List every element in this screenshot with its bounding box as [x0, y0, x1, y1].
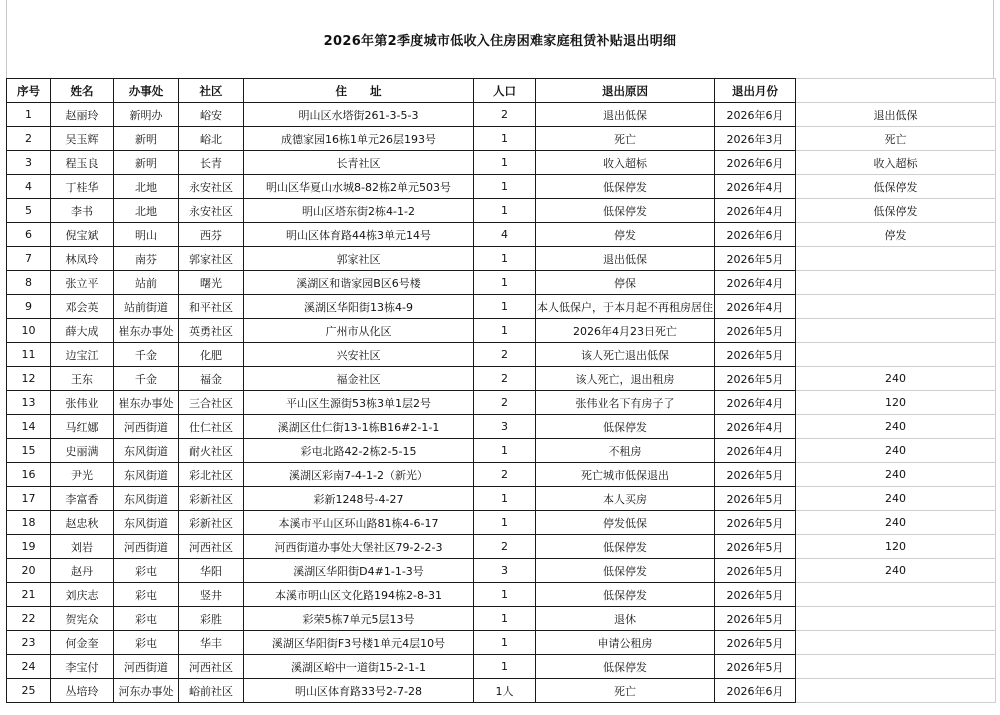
cell-reason: 不租房 — [536, 439, 715, 463]
table-row — [7, 175, 996, 199]
cell-month: 2026年4月 — [715, 415, 796, 439]
cell-address: 溪湖区和谐家园B区6号楼 — [244, 271, 474, 295]
cell-name: 薛大成 — [51, 319, 114, 343]
cell-office: 北地 — [114, 175, 179, 199]
cell-index: 8 — [7, 271, 51, 295]
table-row — [7, 151, 996, 175]
cell-name: 林凤玲 — [51, 247, 114, 271]
cell-community: 长青 — [179, 151, 244, 175]
cell-people: 1 — [474, 127, 536, 151]
col-header-index: 序号 — [7, 79, 51, 103]
table-row — [7, 607, 996, 631]
cell-people: 1 — [474, 583, 536, 607]
cell-address: 平山区生源街53栋3单1层2号 — [244, 391, 474, 415]
cell-community: 峪安 — [179, 103, 244, 127]
col-header-month: 退出月份 — [715, 79, 796, 103]
cell-people: 2 — [474, 463, 536, 487]
cell-community: 彩新社区 — [179, 487, 244, 511]
cell-office: 东风街道 — [114, 487, 179, 511]
cell-community: 河西社区 — [179, 655, 244, 679]
cell-community: 华阳 — [179, 559, 244, 583]
cell-name: 赵丽玲 — [51, 103, 114, 127]
cell-people: 1 — [474, 439, 536, 463]
cell-name: 刘庆志 — [51, 583, 114, 607]
cell-index: 25 — [7, 679, 51, 703]
cell-community: 福金 — [179, 367, 244, 391]
cell-reason: 该人死亡退出低保 — [536, 343, 715, 367]
cell-month: 2026年5月 — [715, 343, 796, 367]
cell-name: 尹光 — [51, 463, 114, 487]
table-row — [7, 439, 996, 463]
cell-community: 永安社区 — [179, 175, 244, 199]
page-title: 2026年第2季度城市低收入住房困难家庭租赁补贴退出明细 — [323, 34, 677, 49]
cell-office: 彩屯 — [114, 583, 179, 607]
cell-index: 20 — [7, 559, 51, 583]
cell-office: 彩屯 — [114, 559, 179, 583]
cell-address: 明山区体育路33号2-7-28 — [244, 679, 474, 703]
cell-index: 6 — [7, 223, 51, 247]
cell-name: 张伟业 — [51, 391, 114, 415]
cell-month: 2026年5月 — [715, 535, 796, 559]
cell-extra: 240 — [796, 487, 996, 511]
cell-office: 崔东办事处 — [114, 391, 179, 415]
table-row — [7, 127, 996, 151]
cell-office: 新明办 — [114, 103, 179, 127]
table-row — [7, 295, 996, 319]
cell-address: 溪湖区华阳街13栋4-9 — [244, 295, 474, 319]
cell-people: 1 — [474, 247, 536, 271]
cell-name: 李宝付 — [51, 655, 114, 679]
cell-index: 19 — [7, 535, 51, 559]
cell-community: 郭家社区 — [179, 247, 244, 271]
col-header-community: 社区 — [179, 79, 244, 103]
cell-extra: 停发 — [796, 223, 996, 247]
cell-reason: 死亡 — [536, 127, 715, 151]
cell-community: 竖井 — [179, 583, 244, 607]
table-row — [7, 343, 996, 367]
table-row — [7, 319, 996, 343]
cell-address: 明山区华夏山水城8-82栋2单元503号 — [244, 175, 474, 199]
cell-community: 化肥 — [179, 343, 244, 367]
cell-index: 7 — [7, 247, 51, 271]
cell-reason: 2026年4月23日死亡 — [536, 319, 715, 343]
cell-extra — [796, 319, 996, 343]
cell-month: 2026年6月 — [715, 679, 796, 703]
cell-index: 2 — [7, 127, 51, 151]
cell-extra: 低保停发 — [796, 175, 996, 199]
cell-month: 2026年4月 — [715, 439, 796, 463]
cell-reason: 死亡城市低保退出 — [536, 463, 715, 487]
cell-address: 本溪市平山区环山路81栋4-6-17 — [244, 511, 474, 535]
cell-people: 1 — [474, 199, 536, 223]
cell-office: 千金 — [114, 343, 179, 367]
cell-reason: 张伟业名下有房子了 — [536, 391, 715, 415]
cell-index: 3 — [7, 151, 51, 175]
table-row — [7, 679, 996, 703]
cell-address: 福金社区 — [244, 367, 474, 391]
cell-month: 2026年5月 — [715, 487, 796, 511]
cell-community: 仕仁社区 — [179, 415, 244, 439]
cell-address: 成德家园16栋1单元26层193号 — [244, 127, 474, 151]
cell-office: 河西街道 — [114, 655, 179, 679]
cell-community: 河西社区 — [179, 535, 244, 559]
cell-month: 2026年4月 — [715, 175, 796, 199]
cell-extra — [796, 271, 996, 295]
table-row — [7, 415, 996, 439]
cell-month: 2026年5月 — [715, 631, 796, 655]
cell-office: 新明 — [114, 127, 179, 151]
cell-extra — [796, 631, 996, 655]
cell-people: 1人 — [474, 679, 536, 703]
table-row — [7, 103, 996, 127]
cell-extra: 240 — [796, 511, 996, 535]
cell-extra: 240 — [796, 367, 996, 391]
cell-index: 17 — [7, 487, 51, 511]
cell-community: 和平社区 — [179, 295, 244, 319]
cell-people: 1 — [474, 511, 536, 535]
cell-index: 1 — [7, 103, 51, 127]
cell-month: 2026年5月 — [715, 559, 796, 583]
cell-month: 2026年5月 — [715, 367, 796, 391]
cell-people: 1 — [474, 319, 536, 343]
cell-address: 长青社区 — [244, 151, 474, 175]
cell-address: 溪湖区峪中一道街15-2-1-1 — [244, 655, 474, 679]
table-row — [7, 199, 996, 223]
cell-office: 站前 — [114, 271, 179, 295]
cell-extra — [796, 583, 996, 607]
cell-reason: 死亡 — [536, 679, 715, 703]
table-row — [7, 511, 996, 535]
cell-office: 明山 — [114, 223, 179, 247]
cell-reason: 退出低保 — [536, 103, 715, 127]
cell-community: 耐火社区 — [179, 439, 244, 463]
cell-index: 9 — [7, 295, 51, 319]
cell-month: 2026年3月 — [715, 127, 796, 151]
cell-address: 溪湖区彩南7-4-1-2（新光） — [244, 463, 474, 487]
cell-reason: 退出低保 — [536, 247, 715, 271]
cell-people: 2 — [474, 367, 536, 391]
table-row — [7, 535, 996, 559]
cell-reason: 低保停发 — [536, 415, 715, 439]
table-row — [7, 247, 996, 271]
cell-reason: 停发 — [536, 223, 715, 247]
cell-people: 3 — [474, 559, 536, 583]
cell-extra — [796, 343, 996, 367]
cell-name: 史丽满 — [51, 439, 114, 463]
cell-month: 2026年4月 — [715, 271, 796, 295]
cell-people: 1 — [474, 487, 536, 511]
cell-people: 1 — [474, 271, 536, 295]
cell-extra — [796, 295, 996, 319]
cell-reason: 低保停发 — [536, 535, 715, 559]
cell-community: 华丰 — [179, 631, 244, 655]
cell-office: 崔东办事处 — [114, 319, 179, 343]
col-header-address: 住 址 — [244, 79, 474, 103]
cell-extra: 死亡 — [796, 127, 996, 151]
cell-month: 2026年4月 — [715, 199, 796, 223]
cell-month: 2026年4月 — [715, 295, 796, 319]
cell-month: 2026年5月 — [715, 511, 796, 535]
table-row — [7, 559, 996, 583]
table-row — [7, 463, 996, 487]
cell-people: 1 — [474, 655, 536, 679]
cell-people: 3 — [474, 415, 536, 439]
cell-name: 倪宝斌 — [51, 223, 114, 247]
cell-office: 东风街道 — [114, 511, 179, 535]
cell-reason: 本人买房 — [536, 487, 715, 511]
cell-name: 马红娜 — [51, 415, 114, 439]
cell-office: 河西街道 — [114, 415, 179, 439]
cell-reason: 低保停发 — [536, 175, 715, 199]
cell-reason: 停发低保 — [536, 511, 715, 535]
cell-community: 彩新社区 — [179, 511, 244, 535]
cell-index: 22 — [7, 607, 51, 631]
col-header-reason: 退出原因 — [536, 79, 715, 103]
cell-reason: 低保停发 — [536, 583, 715, 607]
table-row — [7, 583, 996, 607]
cell-office: 新明 — [114, 151, 179, 175]
cell-address: 溪湖区华阳街D4#1-1-3号 — [244, 559, 474, 583]
cell-people: 2 — [474, 343, 536, 367]
cell-people: 1 — [474, 631, 536, 655]
cell-reason: 退休 — [536, 607, 715, 631]
cell-extra: 240 — [796, 415, 996, 439]
cell-people: 1 — [474, 607, 536, 631]
col-header-extra — [796, 79, 996, 103]
cell-community: 彩北社区 — [179, 463, 244, 487]
cell-extra — [796, 655, 996, 679]
cell-extra: 收入超标 — [796, 151, 996, 175]
cell-reason: 低保停发 — [536, 559, 715, 583]
table-row — [7, 271, 996, 295]
cell-community: 峪前社区 — [179, 679, 244, 703]
cell-address: 兴安社区 — [244, 343, 474, 367]
cell-community: 峪北 — [179, 127, 244, 151]
table-row — [7, 223, 996, 247]
cell-name: 邓会英 — [51, 295, 114, 319]
cell-name: 张立平 — [51, 271, 114, 295]
cell-address: 明山区塔东街2栋4-1-2 — [244, 199, 474, 223]
cell-extra: 120 — [796, 391, 996, 415]
cell-name: 丛培玲 — [51, 679, 114, 703]
cell-people: 1 — [474, 151, 536, 175]
cell-people: 2 — [474, 535, 536, 559]
cell-name: 赵忠秋 — [51, 511, 114, 535]
cell-name: 赵丹 — [51, 559, 114, 583]
cell-name: 王东 — [51, 367, 114, 391]
cell-name: 边宝江 — [51, 343, 114, 367]
cell-index: 4 — [7, 175, 51, 199]
cell-extra: 120 — [796, 535, 996, 559]
table-row — [7, 367, 996, 391]
col-header-office: 办事处 — [114, 79, 179, 103]
cell-month: 2026年5月 — [715, 607, 796, 631]
cell-community: 彩胜 — [179, 607, 244, 631]
cell-reason: 该人死亡，退出租房 — [536, 367, 715, 391]
cell-people: 2 — [474, 391, 536, 415]
cell-address: 彩屯北路42-2栋2-5-15 — [244, 439, 474, 463]
cell-name: 贺宪众 — [51, 607, 114, 631]
table-body — [7, 79, 996, 703]
table-row — [7, 391, 996, 415]
cell-address: 明山区体育路44栋3单元14号 — [244, 223, 474, 247]
cell-index: 5 — [7, 199, 51, 223]
cell-month: 2026年5月 — [715, 655, 796, 679]
cell-extra: 低保停发 — [796, 199, 996, 223]
cell-month: 2026年6月 — [715, 223, 796, 247]
cell-index: 14 — [7, 415, 51, 439]
cell-address: 溪湖区仕仁街13-1栋B16#2-1-1 — [244, 415, 474, 439]
table-row — [7, 655, 996, 679]
cell-office: 南芬 — [114, 247, 179, 271]
cell-name: 李富香 — [51, 487, 114, 511]
cell-address: 彩新1248号-4-27 — [244, 487, 474, 511]
cell-office: 千金 — [114, 367, 179, 391]
cell-community: 西芬 — [179, 223, 244, 247]
cell-people: 1 — [474, 175, 536, 199]
cell-office: 河东办事处 — [114, 679, 179, 703]
cell-extra — [796, 679, 996, 703]
cell-community: 永安社区 — [179, 199, 244, 223]
table-row — [7, 487, 996, 511]
cell-name: 吴玉辉 — [51, 127, 114, 151]
cell-index: 10 — [7, 319, 51, 343]
cell-name: 何金奎 — [51, 631, 114, 655]
cell-month: 2026年6月 — [715, 103, 796, 127]
cell-address: 彩荣5栋7单元5层13号 — [244, 607, 474, 631]
cell-address: 广州市从化区 — [244, 319, 474, 343]
cell-extra: 240 — [796, 439, 996, 463]
cell-name: 刘岩 — [51, 535, 114, 559]
cell-name: 李书 — [51, 199, 114, 223]
cell-community: 三合社区 — [179, 391, 244, 415]
cell-month: 2026年5月 — [715, 319, 796, 343]
cell-reason: 本人低保户，于本月起不再租房居住 — [536, 295, 715, 319]
cell-index: 23 — [7, 631, 51, 655]
cell-index: 11 — [7, 343, 51, 367]
cell-community: 曙光 — [179, 271, 244, 295]
cell-month: 2026年5月 — [715, 247, 796, 271]
col-header-name: 姓名 — [51, 79, 114, 103]
cell-index: 12 — [7, 367, 51, 391]
table-header-row — [7, 79, 996, 103]
cell-office: 彩屯 — [114, 631, 179, 655]
cell-office: 站前街道 — [114, 295, 179, 319]
cell-people: 4 — [474, 223, 536, 247]
data-table — [6, 78, 996, 703]
col-header-people: 人口 — [474, 79, 536, 103]
cell-people: 2 — [474, 103, 536, 127]
cell-reason: 停保 — [536, 271, 715, 295]
cell-index: 21 — [7, 583, 51, 607]
cell-office: 北地 — [114, 199, 179, 223]
cell-name: 程玉良 — [51, 151, 114, 175]
cell-office: 河西街道 — [114, 535, 179, 559]
cell-extra — [796, 247, 996, 271]
cell-extra: 240 — [796, 559, 996, 583]
cell-reason: 低保停发 — [536, 655, 715, 679]
cell-office: 彩屯 — [114, 607, 179, 631]
cell-index: 16 — [7, 463, 51, 487]
cell-extra: 退出低保 — [796, 103, 996, 127]
cell-address: 本溪市明山区文化路194栋2-8-31 — [244, 583, 474, 607]
table-row — [7, 631, 996, 655]
cell-reason: 申请公租房 — [536, 631, 715, 655]
cell-address: 郭家社区 — [244, 247, 474, 271]
cell-people: 1 — [474, 295, 536, 319]
cell-office: 东风街道 — [114, 439, 179, 463]
cell-index: 13 — [7, 391, 51, 415]
cell-office: 东风街道 — [114, 463, 179, 487]
cell-month: 2026年6月 — [715, 151, 796, 175]
cell-name: 丁桂华 — [51, 175, 114, 199]
cell-index: 15 — [7, 439, 51, 463]
cell-address: 溪湖区华阳街F3号楼1单元4层10号 — [244, 631, 474, 655]
cell-month: 2026年4月 — [715, 391, 796, 415]
cell-extra — [796, 607, 996, 631]
cell-reason: 低保停发 — [536, 199, 715, 223]
cell-month: 2026年5月 — [715, 463, 796, 487]
cell-reason: 收入超标 — [536, 151, 715, 175]
cell-index: 24 — [7, 655, 51, 679]
cell-index: 18 — [7, 511, 51, 535]
cell-extra: 240 — [796, 463, 996, 487]
cell-address: 明山区水塔街261-3-5-3 — [244, 103, 474, 127]
cell-month: 2026年5月 — [715, 583, 796, 607]
cell-community: 英勇社区 — [179, 319, 244, 343]
cell-address: 河西街道办事处大堡社区79-2-2-3 — [244, 535, 474, 559]
